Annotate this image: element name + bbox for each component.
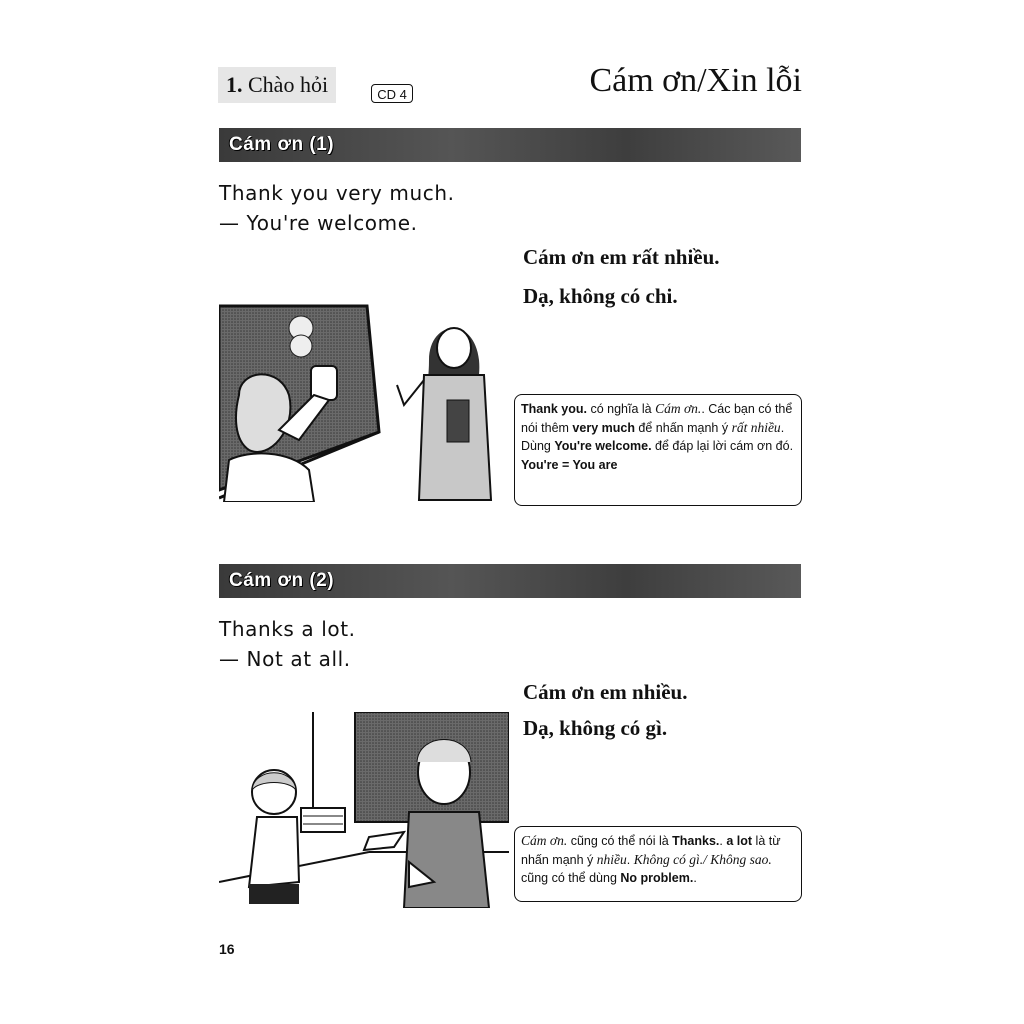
- note-term: You're welcome.: [554, 439, 652, 453]
- note-text: là từ nhấn mạnh ý: [521, 834, 781, 867]
- note-text: . Dùng: [521, 420, 785, 453]
- note-text: .: [693, 871, 697, 885]
- classroom-illustration-2: [219, 712, 509, 908]
- note-text: .: [719, 834, 727, 848]
- chapter-number: 1.: [226, 72, 243, 97]
- vietnamese-reply: Dạ, không có gì.: [523, 716, 668, 740]
- cd-track-badge: CD 4: [371, 84, 413, 103]
- english-phrase: Thanks a lot.: [219, 617, 356, 641]
- note-text: để nhấn mạnh ý: [634, 420, 732, 435]
- note-term: very much: [572, 420, 635, 435]
- note-text: cũng có thể dùng: [521, 871, 621, 885]
- english-reply: — You're welcome.: [219, 211, 418, 235]
- note-term: Thanks.: [672, 834, 720, 848]
- section-heading: Cám ơn (1): [229, 134, 335, 155]
- note-text: để đáp lại lời cám ơn đó.: [651, 439, 794, 453]
- english-phrase: Thank you very much.: [219, 181, 455, 205]
- chapter-label: [218, 67, 336, 103]
- vietnamese-phrase: Cám ơn em nhiều.: [523, 680, 688, 704]
- note-term: You're = You are: [521, 457, 618, 472]
- note-term: a lot: [726, 834, 753, 848]
- note-term: Thank you.: [521, 402, 587, 416]
- note-term: No problem.: [620, 871, 694, 885]
- english-reply: — Not at all.: [219, 647, 351, 671]
- note-text: . Các bạn có thể nói thêm: [521, 402, 793, 435]
- page-number: 16: [219, 941, 235, 957]
- classroom-illustration-1: [219, 300, 519, 502]
- note-translation: Cám ơn.: [521, 833, 568, 848]
- note-translation: nhiều: [596, 851, 627, 867]
- note-text: .: [626, 852, 634, 867]
- vietnamese-reply: Dạ, không có chi.: [523, 284, 678, 308]
- note-translation: rất nhiều: [731, 419, 781, 435]
- section-heading: Cám ơn (2): [229, 570, 335, 591]
- note-translation: Cám ơn.: [655, 401, 702, 416]
- section-heading-bar: [219, 564, 801, 598]
- note-text: có nghĩa là: [586, 402, 656, 416]
- page-title: Cám ơn/Xin lỗi: [589, 62, 802, 99]
- section-heading-bar: [219, 128, 801, 162]
- note-translation: Không có gì./ Không sao.: [633, 851, 772, 867]
- explanation-note: [514, 826, 802, 902]
- chapter-name: Chào hỏi: [248, 72, 329, 97]
- vietnamese-phrase: Cám ơn em rất nhiều.: [523, 245, 720, 269]
- explanation-note: [514, 394, 802, 506]
- note-text: cũng có thể nói là: [567, 834, 673, 848]
